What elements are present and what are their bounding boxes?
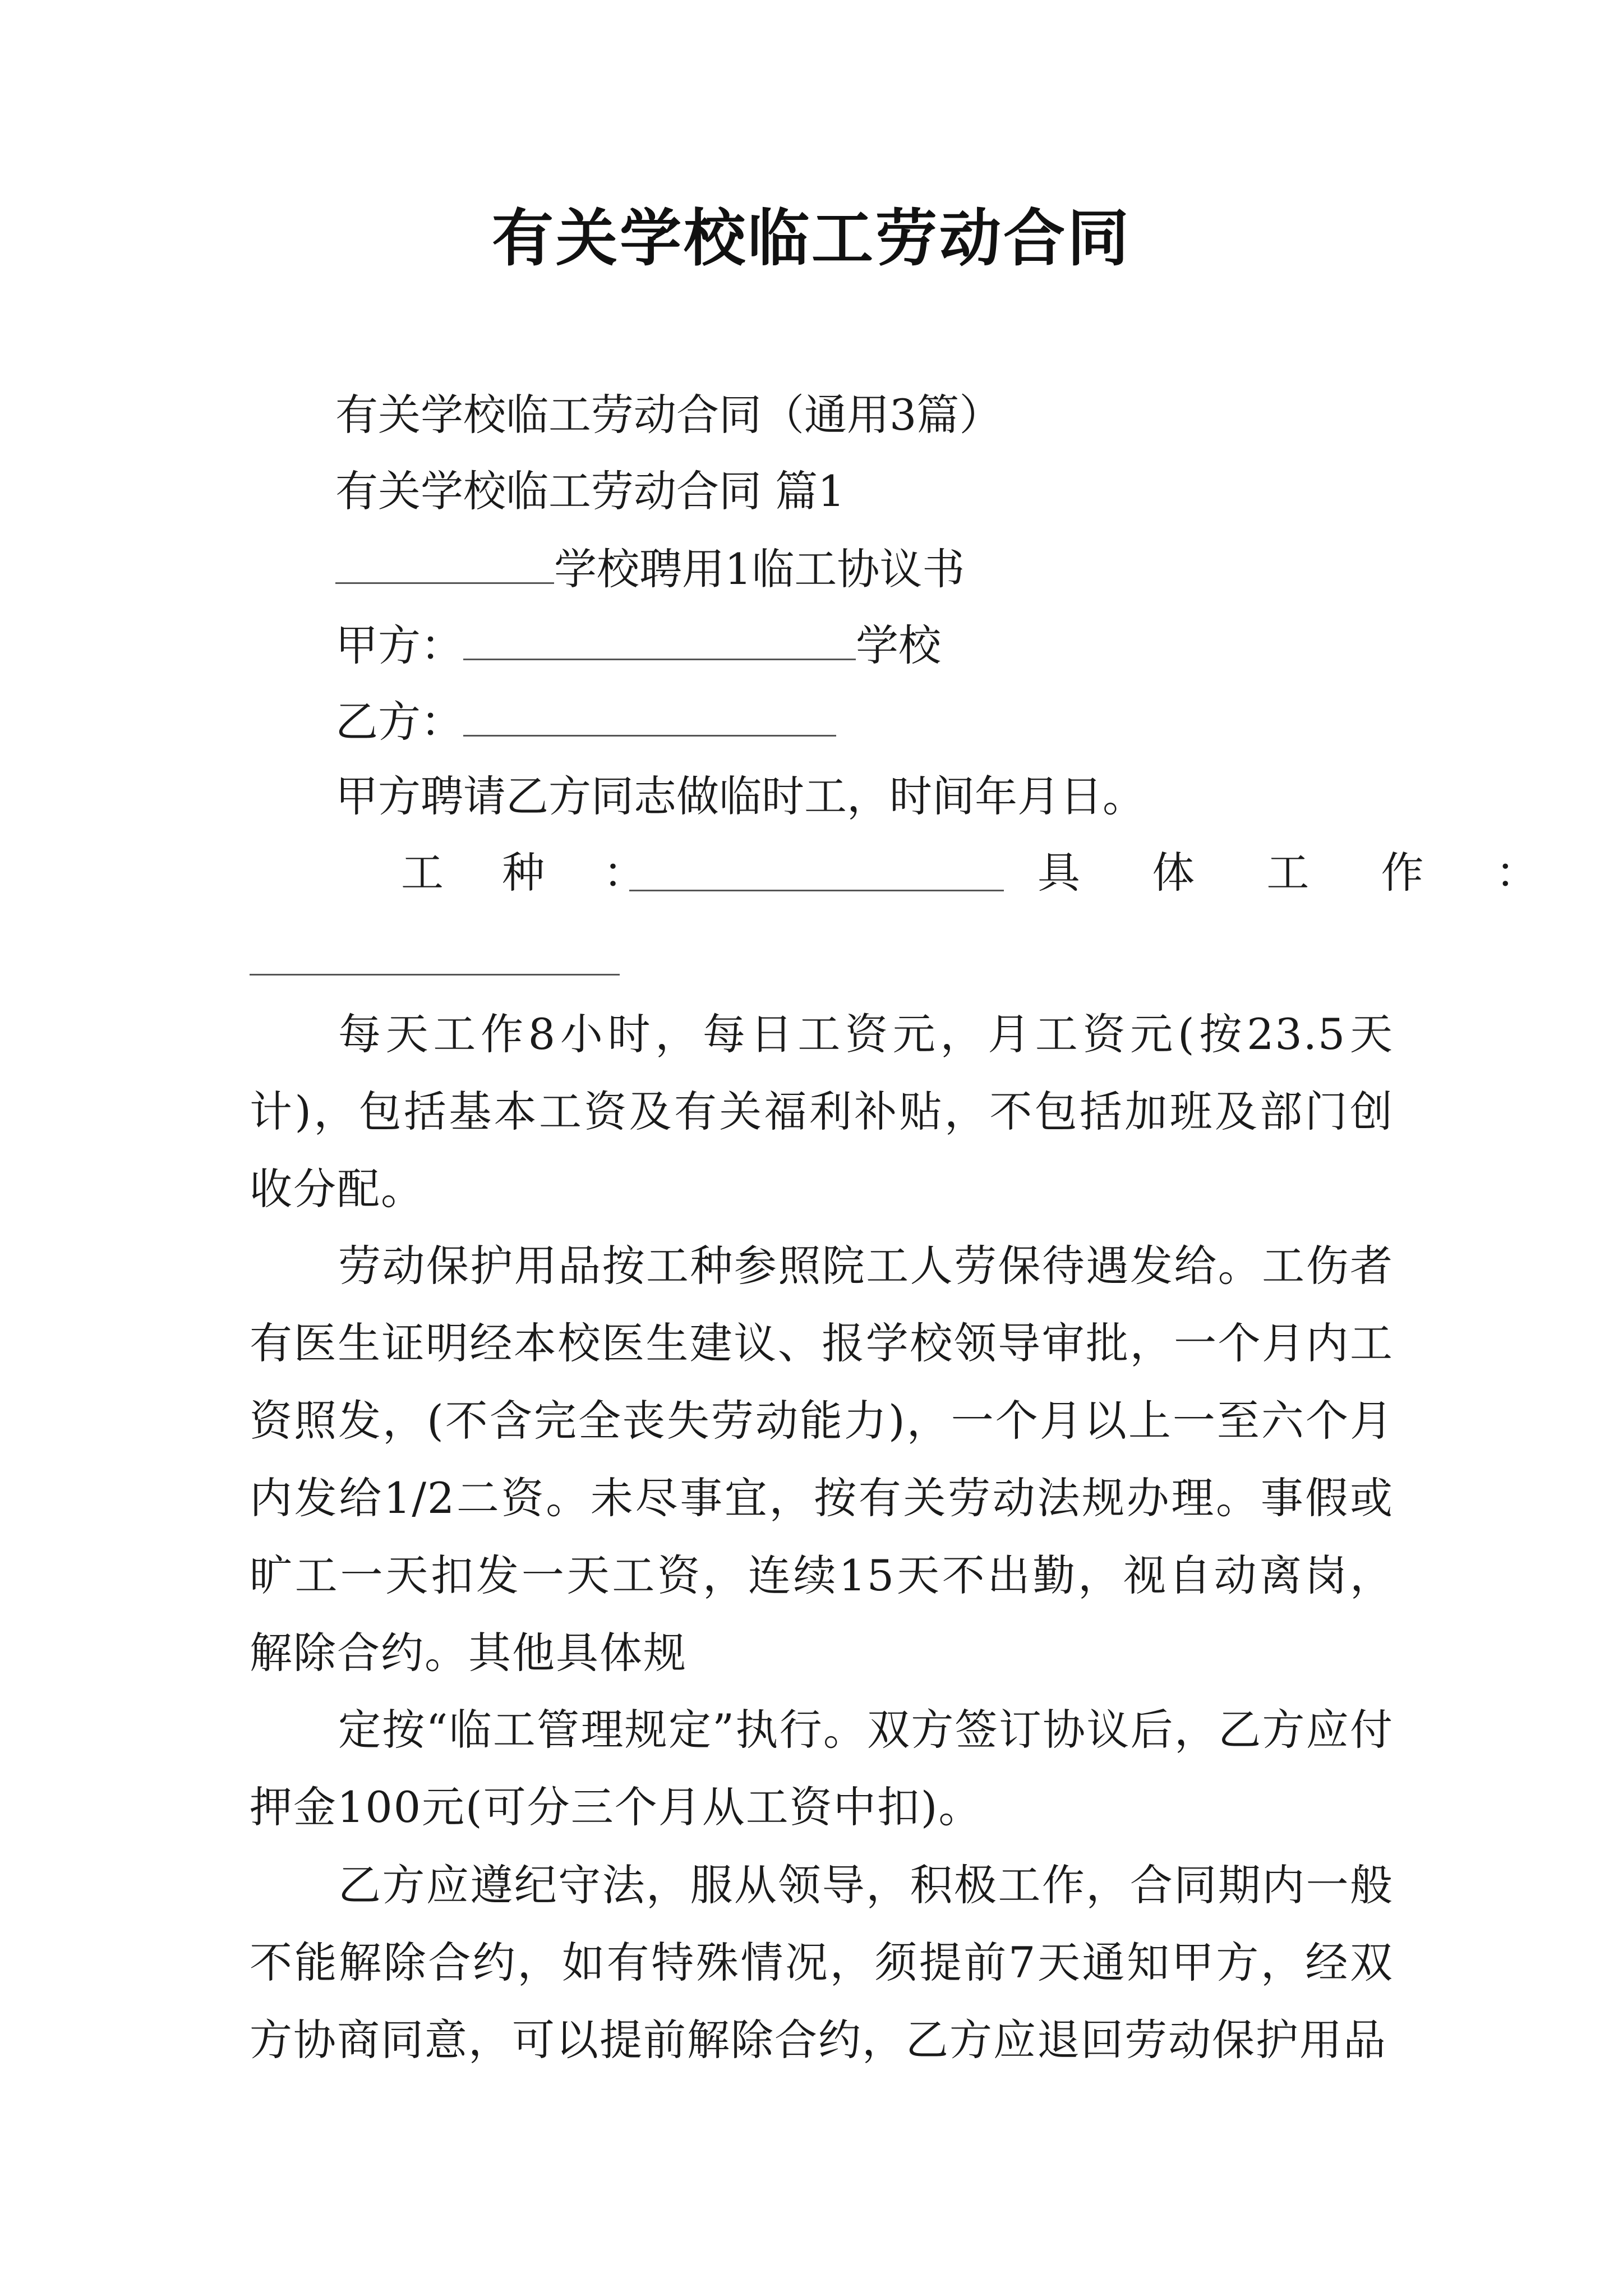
party-a-line	[335, 616, 941, 674]
paragraph-1: 每天工作8小时，每日工资元，月工资元(按23.5天计)，包括基本工资及有关福利补贴，不包括加班及部门创收分配。	[250, 1009, 1394, 1214]
document-title: 有关学校临工劳动合同	[492, 202, 1131, 274]
paragraph-2: 劳动保护用品按工种参照院工人劳保待遇发给。工伤者有医生证明经本校医生建议、报学校领导审批，一个月内工资照发，(不含完全丧失劳动能力)，一个月以上一至六个月内发给1/2二资。未尽事宜，按有关劳动法规办理。事假或旷工一天扣发一天工资，连续15天不出勤，视自动离岗，解除合约。其他具体规	[250, 1241, 1394, 1678]
party-b-label: 乙方：	[335, 697, 463, 747]
job-type-blank[interactable]	[629, 847, 1004, 891]
party-b-line	[335, 692, 836, 750]
paragraph-3: 定按“临工管理规定”执行。双方签订协议后，乙方应付押金100元(可分三个月从工资中扣)。	[250, 1705, 1394, 1832]
job-detail-blank[interactable]	[250, 931, 620, 976]
party-b-blank[interactable]	[463, 692, 836, 737]
party-a-blank[interactable]	[463, 616, 856, 660]
job-detail-label: 具 体 工 作 ：	[1038, 848, 1567, 898]
document-subtitle: 有关学校临工劳动合同（通用3篇）	[335, 390, 1002, 440]
hire-sentence: 甲方聘请乙方同志做临时工，时间年月日。	[335, 771, 1145, 821]
agreement-title: 学校聘用1临工协议书	[554, 544, 965, 594]
school-name-blank[interactable]	[335, 540, 554, 584]
job-type-label: 工 种 ：	[401, 848, 668, 898]
agreement-title-line	[335, 540, 965, 597]
party-a-label: 甲方：	[335, 620, 463, 670]
section-heading: 有关学校临工劳动合同 篇1	[335, 466, 845, 516]
paragraph-4: 乙方应遵纪守法，服从领导，积极工作，合同期内一般不能解除合约，如有特殊情况，须提前7天通知甲方，经双方协商同意，可以提前解除合约，乙方应退回劳动保护用品	[250, 1860, 1394, 2065]
party-a-suffix: 学校	[856, 620, 941, 670]
